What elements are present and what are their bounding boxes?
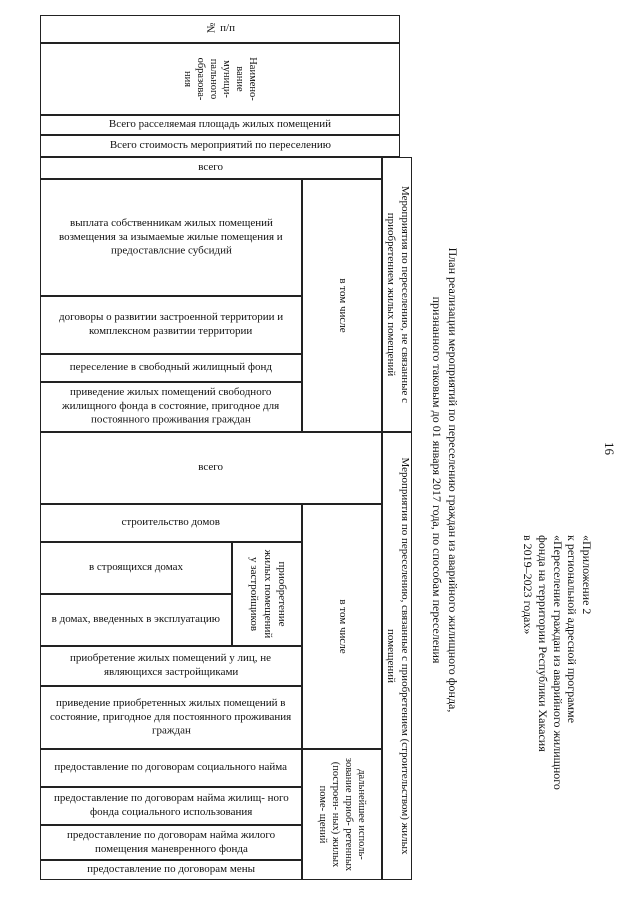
plan-title-line: План реализации мероприятий по переселению граждан из аварийного жилищного фонда, <box>446 247 460 713</box>
appendix-line: «Переселение граждан из аварийного жилищного <box>550 535 565 790</box>
further-item-4 <box>40 860 302 880</box>
header-total-area-text: Всего расселяемая площадь жилых помещений <box>108 118 332 131</box>
related-in-that-number-text: в том числе <box>336 599 349 654</box>
further-item-4-text: предоставление по договорам мены <box>87 863 255 876</box>
purchase-from-developers <box>232 542 302 646</box>
commissioned-text: в домах, введенных в эксплуатацию <box>51 613 221 626</box>
unrelated-total-text: всего <box>198 161 224 174</box>
related-in-that-number <box>302 504 382 749</box>
further-item-3 <box>40 825 302 860</box>
related-total <box>40 432 382 504</box>
appendix-line: к региональной адресной программе <box>565 535 580 724</box>
further-item-1 <box>40 749 302 787</box>
unrelated-item-3 <box>40 354 302 382</box>
unrelated-item-3-text: переселение в свободный жилищный фонд <box>69 361 273 374</box>
unrelated-item-1-text: выплата собственникам жилых помещений возмещения за изымаемые жилые помещения и предоставлсние субсидий <box>59 216 283 257</box>
unrelated-item-4 <box>40 382 302 432</box>
appendix-line: фонда на территории Республики Хакасия <box>536 535 551 752</box>
construction <box>40 504 302 542</box>
header-municipality-text: Наимено- вание муници- пального образова- ния <box>181 57 259 101</box>
header-total-cost <box>40 135 400 157</box>
group-unrelated-header <box>382 157 412 432</box>
appendix-header <box>521 535 594 895</box>
under-construction <box>40 542 232 594</box>
unrelated-item-4-text: приведение жилых помещений свободного жилищного фонда в состояние, пригодное для постоянного проживания граждан <box>62 386 280 426</box>
further-use-text: дальнейшее исполь- зование приоб- ретенных (построен- ных) жилых поме- щений <box>316 757 368 872</box>
unrelated-in-that-number <box>302 179 382 432</box>
plan-title-line: признанного таковым до 01 января 2017 года, по способам переселения <box>430 296 445 664</box>
not-developers-text: приобретение жилых помещений у лиц, не являющихся застройщиками <box>70 652 272 678</box>
appendix-line: в 2019–2023 годах» <box>521 535 536 635</box>
group-related-text: Мероприятия по переселению, связанные с приобретением (строительством) жилых помещений <box>385 457 411 855</box>
further-item-2-text: предоставление по договорам найма жилищ- ного фонда социального использования <box>53 792 289 818</box>
group-related-header <box>382 432 412 880</box>
bring-to-condition-text: приведение приобретенных жилых помещений в состояние, пригодное для постоянного проживания граждан <box>50 696 292 737</box>
commissioned <box>40 594 232 646</box>
group-unrelated-text: Мероприятия по переселению, не связанные с приобретением жилых помещений <box>385 185 411 404</box>
purchase-from-developers-text: приобретение жилых помещений у застройщиков <box>248 549 288 639</box>
bring-to-condition <box>40 686 302 749</box>
related-total-text: всего <box>198 461 224 474</box>
page-number: 16 <box>602 442 617 455</box>
further-item-1-text: предоставление по договорам социального найма <box>54 761 288 774</box>
under-construction-text: в строящихся домах <box>89 561 184 574</box>
not-developers <box>40 646 302 686</box>
header-no <box>40 15 400 43</box>
header-municipality <box>40 43 400 115</box>
further-item-3-text: предоставление по договорам найма жилого помещения маневренного фонда <box>66 828 276 855</box>
construction-text: строительство домов <box>121 516 221 529</box>
unrelated-in-that-number-text: в том числе <box>336 278 349 333</box>
header-total-area <box>40 115 400 135</box>
appendix-line: «Приложение 2 <box>580 535 594 615</box>
unrelated-total <box>40 157 382 179</box>
further-use <box>302 749 382 880</box>
unrelated-item-2-text: договоры о развитии застроенной территории и комплексном развитии территории <box>58 311 284 337</box>
header-no-text: № п/п <box>205 22 235 35</box>
header-total-cost-text: Всего стоимость мероприятий по переселению <box>109 139 331 152</box>
plan-title <box>429 160 460 800</box>
unrelated-item-1 <box>40 179 302 296</box>
unrelated-item-2 <box>40 296 302 354</box>
further-item-2 <box>40 787 302 825</box>
